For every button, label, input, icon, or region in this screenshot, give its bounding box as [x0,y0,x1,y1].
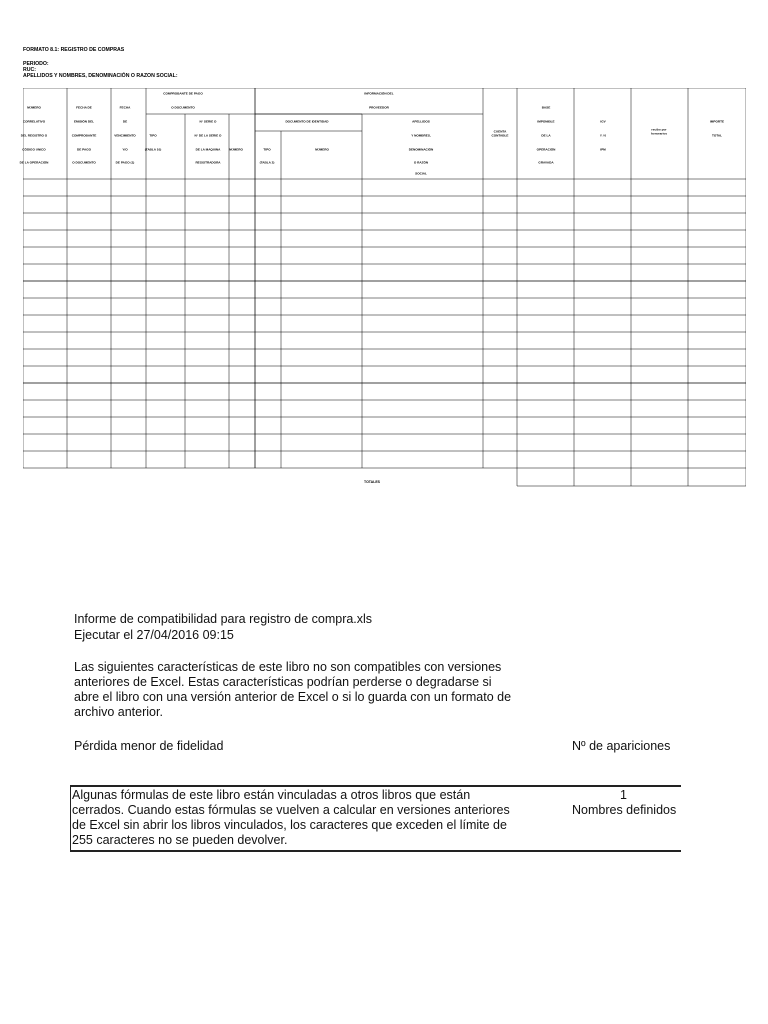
col-header-numero-correlativo: NÚMERO [27,105,41,110]
issue-box-bottom-border [70,850,681,852]
report-description-line: anteriores de Excel. Estas características podrían perderse o degradarse si [74,675,492,689]
issue-line: Algunas fórmulas de este libro están vinculadas a otros libros que están [72,788,471,802]
col-header-apellidos: DENOMINACIÓN [408,147,434,152]
col-header-numero: NÚMERO [229,147,243,152]
group-header-comprobante: COMPROBANTE DE PAGO [163,91,203,96]
form-title: FORMATO 8.1: REGISTRO DE COMPRAS [23,47,125,53]
col-header-fecha-vencimiento: FECHA [119,105,131,110]
col-header-fecha-vencimiento: DE PAGO (1) [115,160,135,165]
col-header-apellidos: SOCIAL [415,171,427,176]
col-header-numero-correlativo: DE LA OPERACIÓN [19,160,49,165]
report-description-line: archivo anterior. [74,705,163,719]
col-header-fecha-emision: DE PAGO [76,147,92,152]
col-header-recibo-honorarios: recibo por [651,127,667,132]
col-header-apellidos: O RAZÓN [413,160,429,165]
purchase-ledger-grid [20,88,746,487]
col-header-base-imponible: BASE [541,105,551,110]
issue-count: 1 [620,788,627,802]
col-header-importe-total: TOTAL [711,133,723,138]
col-header-importe-total: IMPORTE [709,119,725,124]
col-header-numero-correlativo: CORRELATIVO [22,119,46,124]
issue-line: cerrados. Cuando estas fórmulas se vuelven a calcular en versiones anteriores [72,803,510,817]
col-header-fecha-vencimiento: Y/O [122,147,128,152]
col-header-base-imponible: IMPONIBLE [537,119,555,124]
col-header-numero-correlativo: CÓDIGO UNICO [22,147,46,152]
col-header-serie: DE LA MAQUINA [195,147,221,152]
issue-line: 255 caracteres no se pueden devolver. [72,833,288,847]
report-description-line: abre el libro con una versión anterior de Excel o si lo guarda con un formato de [74,690,512,704]
col-header-fecha-emision: COMPROBANTE [71,133,97,138]
col-header-cuenta-contable: CONTABLE [491,132,509,137]
ruc-label: RUC: [23,67,36,73]
group-header-comprobante: O DOCUMENTO [171,105,195,110]
col-header-base-imponible: OPERACIÓN [536,147,556,152]
col-header-numero-documento: NÚMERO [315,147,329,152]
col-header-serie: N° DE LA SERIE O [194,133,222,138]
report-count-header: Nº de apariciones [572,739,671,753]
col-header-tipo-documento: (TABLA 2) [259,160,275,165]
col-header-fecha-vencimiento: VENCIMIENTO [114,133,136,138]
issue-line: de Excel sin abrir los libros vinculados, los caracteres que exceden el límite de [72,818,507,832]
col-header-base-imponible: DE LA [541,133,551,138]
report-run-line: Ejecutar el 27/04/2016 09:15 [74,628,234,642]
col-header-tipo-comprobante: (TABLA 10) [144,147,162,152]
col-header-apellidos: APELLIDOS [412,119,430,124]
col-header-tipo-documento: TIPO [263,147,271,152]
totals-label: TOTALES [364,480,381,484]
col-header-cuenta-contable: CUENTA [493,129,507,134]
col-header-fecha-emision: FECHA DE [76,105,92,110]
col-header-igv: Y / 0 [599,133,607,138]
report-description-line: Las siguientes características de este libro no son compatibles con versiones [74,660,502,674]
periodo-label: PERIODO: [23,61,49,67]
group-header-documento-identidad: DOCUMENTO DE IDENTIDAD [285,119,329,124]
col-header-fecha-emision: EMISIÓN DEL [73,119,95,124]
report-section-label: Pérdida menor de fidelidad [74,739,224,753]
col-header-numero-correlativo: DEL REGISTRO O [20,133,48,138]
col-header-serie: N° SERIE O [199,119,217,124]
group-header-proveedor: PROVEEDOR [369,105,389,110]
col-header-igv: IPM [600,147,606,152]
group-header-proveedor: INFORMACIÓN DEL [364,91,394,96]
report-title: Informe de compatibilidad para registro de compra.xls [74,612,373,626]
col-header-igv: IGV [600,119,606,124]
col-header-fecha-emision: O DOCUMENTO [72,160,96,165]
col-header-serie: REGISTRADORA [195,160,221,165]
col-header-base-imponible: GRAVADA [538,160,554,165]
col-header-fecha-vencimiento: DE [122,119,128,124]
issue-box-left-border [70,785,71,852]
razon-social-label: APELLIDOS Y NOMBRES, DENOMINACIÓN O RAZON SOCIAL: [23,73,178,79]
col-header-apellidos: Y NOMBRES, [411,133,431,138]
issue-box-top-border [70,785,681,787]
col-header-tipo-comprobante: TIPO [149,133,157,138]
issue-location: Nombres definidos [572,803,677,817]
col-header-recibo-honorarios: honorarios [650,131,668,136]
